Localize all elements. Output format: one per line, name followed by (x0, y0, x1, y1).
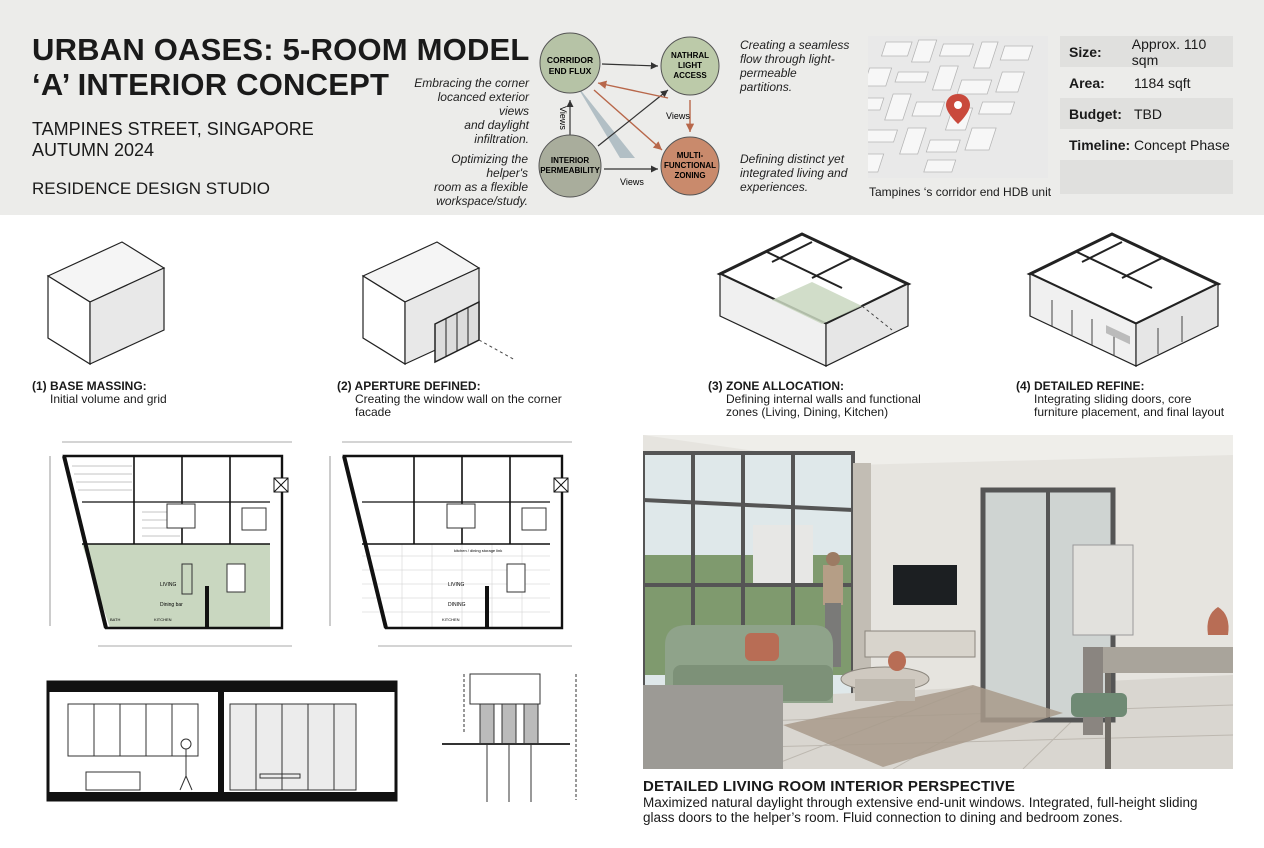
location-line: TAMPINES STREET, SINGAPORE (32, 119, 314, 139)
step-4-caption: (4) DETAILED REFINE: Integrating sliding doors, core furniture placement, and final layout (1016, 379, 1225, 419)
edge-label-views-vertical: Views (558, 106, 568, 130)
project-info-table (1060, 36, 1233, 194)
plan-left-bath: BATH (110, 617, 121, 622)
living-room-render (643, 435, 1233, 769)
node-zoning-label-2: FUNCTIONAL (664, 161, 716, 170)
info-row-size: Size: Approx. 110 sqm (1060, 36, 1233, 67)
window-detail (440, 672, 580, 804)
plan-left-kitchen: KITCHEN (154, 617, 172, 622)
plan-right-living: LIVING (448, 582, 465, 588)
plan-right-dining: DINING (448, 602, 466, 608)
info-row-empty (1060, 160, 1233, 194)
page-title: URBAN OASES: 5-ROOM MODEL ‘A’ INTERIOR CONCEPT (32, 32, 530, 102)
project-location (32, 119, 314, 161)
concept-diagram (530, 28, 740, 208)
node-light-label-3: ACCESS (673, 71, 707, 80)
section-drawing (46, 680, 400, 804)
studio-name: RESIDENCE DESIGN STUDIO (32, 179, 271, 198)
axo-zone-allocation (712, 230, 912, 370)
node-corridor-label-2: END FLUX (548, 66, 592, 76)
axo-detailed-refine (1022, 230, 1222, 370)
floor-plan-zoned (42, 436, 300, 652)
step-2-caption: (2) APERTURE DEFINED: Creating the window wall on the corner facade (337, 379, 562, 419)
edge-light-corridor (598, 83, 668, 98)
note-corner: Embracing the corner locanced exterior views and daylight infiltration. (414, 76, 529, 146)
node-corridor-label-1: CORRIDOR (546, 55, 594, 65)
edge-label-views-diagonal: Views (666, 111, 690, 121)
render-description: Maximized natural daylight through extensive end-unit windows. Integrated, full-height sliding glass doors to the helper’s room. Fluid connection to dining and bedroom zones. (643, 795, 1198, 825)
plan-left-living: LIVING (160, 582, 177, 588)
floor-plan-detailed (322, 436, 580, 652)
node-permeability-label-1: INTERIOR (550, 156, 590, 165)
season-line: AUTUMN 2024 (32, 140, 155, 160)
edge-permeability-light (598, 90, 668, 146)
map-caption: Tampines ‘s corridor end HDB unit (869, 185, 1052, 199)
info-row-timeline: Timeline: Concept Phase (1060, 129, 1233, 160)
node-permeability-label-2: PERMEABILITY (540, 166, 600, 175)
edge-corridor-light (602, 64, 658, 66)
note-flow: Creating a seamless flow through light- permeable partitions. (740, 38, 850, 94)
plan-right-kitchen: KITCHEN (442, 617, 460, 622)
node-light-label-1: NATHRAL (670, 51, 710, 60)
step-3-caption: (3) ZONE ALLOCATION: Defining internal walls and functional zones (Living, Dining, Kitchen) (708, 379, 921, 419)
node-zoning-label-3: ZONING (674, 171, 706, 180)
plan-right-note: kitchen / dining storage link (454, 548, 503, 553)
node-light-label-2: LIGHT (678, 61, 702, 70)
render-title: DETAILED LIVING ROOM INTERIOR PERSPECTIVE (643, 778, 1016, 795)
note-zones: Defining distinct yet integrated living and experiences. (740, 152, 848, 194)
info-row-budget: Budget: TBD (1060, 98, 1233, 129)
step-1-caption: (1) BASE MASSING: Initial volume and grid (32, 379, 167, 406)
axo-base-massing (40, 236, 172, 368)
info-row-area: Area: 1184 sqft (1060, 67, 1233, 98)
site-map (868, 36, 1048, 178)
node-zoning-label-1: MULTI- (676, 151, 704, 160)
note-helper-room: Optimizing the helper's room as a flexible workspace/study. (433, 152, 528, 208)
edge-label-views-bottom: Views (620, 177, 644, 187)
plan-left-dining: Dining bar (160, 602, 183, 608)
axo-aperture (355, 236, 525, 368)
